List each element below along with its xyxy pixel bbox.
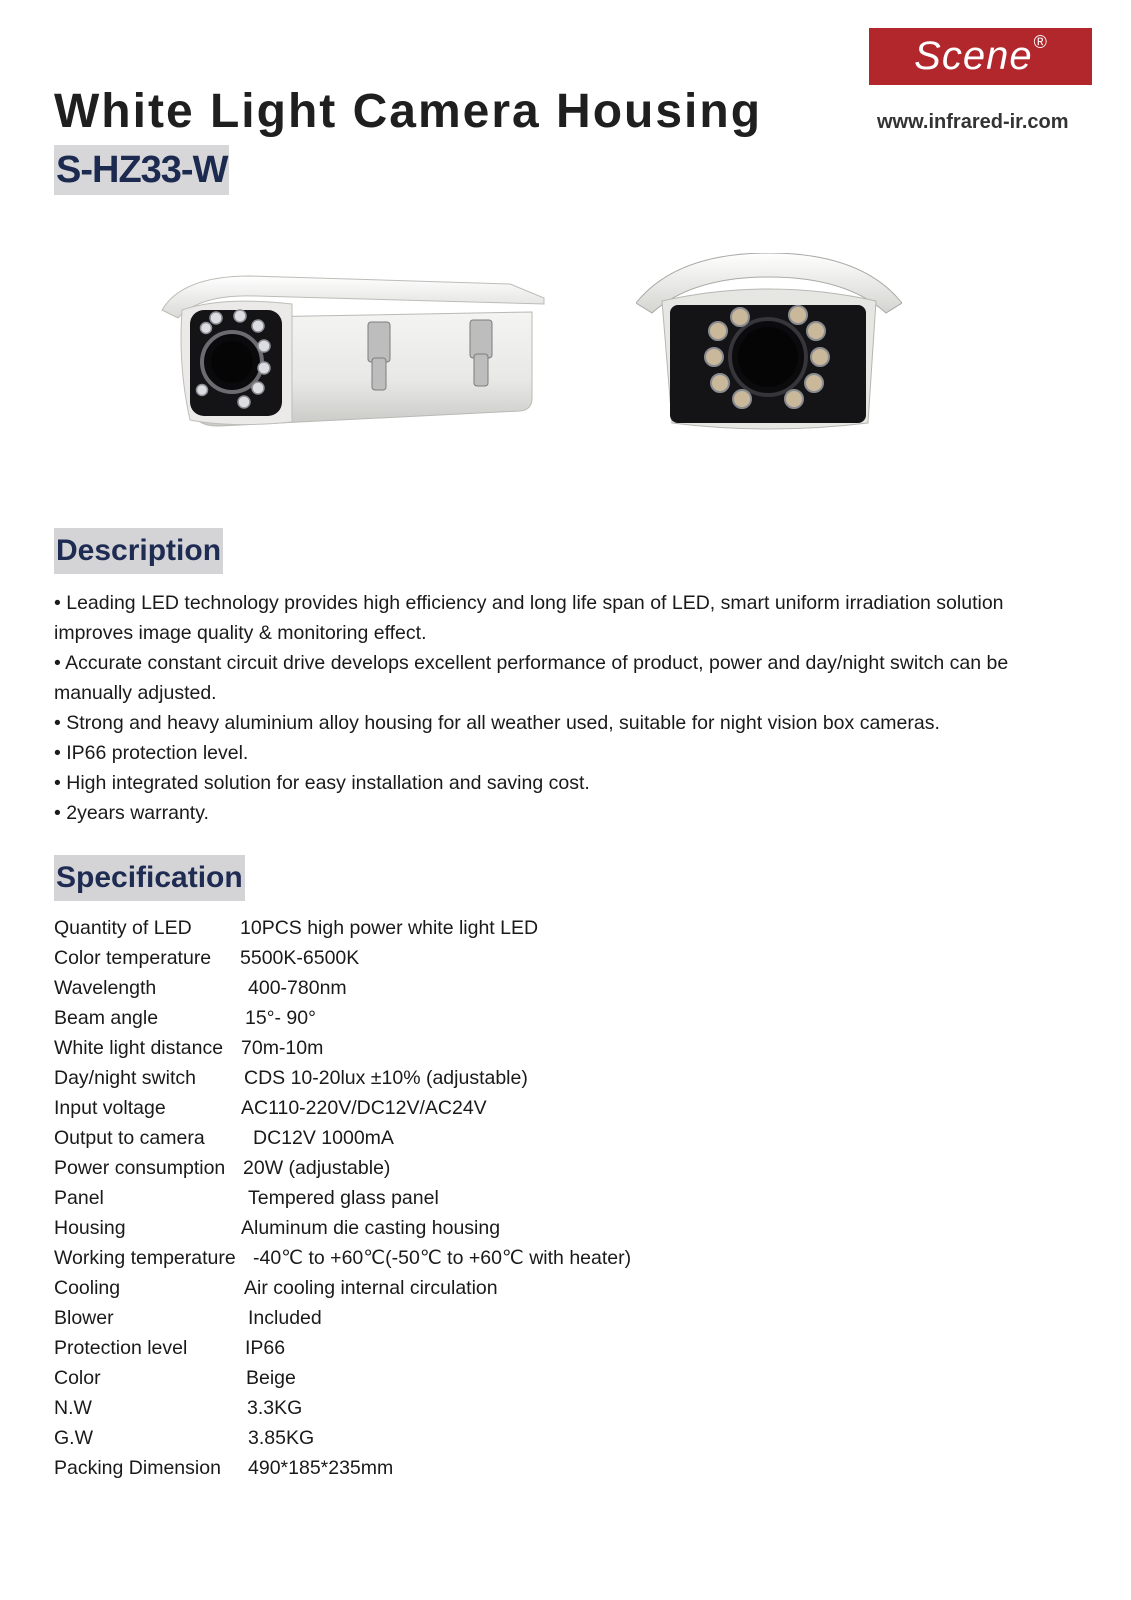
spec-value: 400-780nm (248, 977, 347, 999)
brand-name: Scene (914, 34, 1033, 78)
spec-key: Beam angle (54, 1007, 159, 1029)
spec-value: Beige (246, 1367, 296, 1389)
description-item: • IP66 protection level. (54, 742, 249, 764)
spec-value: 5500K-6500K (240, 947, 360, 969)
spec-value: 3.3KG (247, 1397, 303, 1419)
description-list (54, 588, 1064, 828)
spec-key: Working temperature (54, 1247, 236, 1269)
spec-value: 10PCS high power white light LED (240, 917, 539, 939)
spec-key: Power consumption (54, 1157, 226, 1179)
spec-key: N.W (54, 1397, 92, 1419)
spec-value: Tempered glass panel (248, 1187, 439, 1209)
model-number: S-HZ33-W (54, 145, 229, 195)
spec-value: 490*185*235mm (248, 1457, 394, 1479)
product-photo-side-view (160, 270, 560, 440)
specification-heading: Specification (54, 855, 245, 901)
description-item: • High integrated solution for easy installation and saving cost. (54, 772, 590, 794)
spec-key: Panel (54, 1187, 104, 1209)
spec-key: Blower (54, 1307, 114, 1329)
spec-value: AC110-220V/DC12V/AC24V (241, 1097, 487, 1119)
spec-value: Air cooling internal circulation (244, 1277, 498, 1299)
spec-key: Wavelength (54, 977, 157, 999)
spec-value: Aluminum die casting housing (241, 1217, 501, 1239)
registered-mark: ® (1033, 32, 1047, 52)
spec-value: IP66 (245, 1337, 286, 1359)
description-item: • Strong and heavy aluminium alloy housing for all weather used, suitable for night vision box cameras. (54, 712, 940, 734)
brand-logo (869, 28, 1092, 85)
spec-key: Day/night switch (54, 1067, 196, 1089)
product-photo-front-view (636, 253, 902, 435)
spec-value: 3.85KG (248, 1427, 315, 1449)
spec-value: CDS 10-20lux ±10% (adjustable) (244, 1067, 528, 1089)
spec-key: White light distance (54, 1037, 224, 1059)
spec-value: -40℃ to +60℃(-50℃ to +60℃ with heater) (253, 1247, 632, 1269)
description-item: • 2years warranty. (54, 802, 209, 824)
spec-key: Color (54, 1367, 101, 1389)
spec-key: Cooling (54, 1277, 121, 1299)
spec-value: 70m-10m (241, 1037, 324, 1059)
spec-value: DC12V 1000mA (253, 1127, 394, 1149)
description-item: • Accurate constant circuit drive develops excellent performance of product, power and day/night switch can be manually adjusted. (54, 652, 1009, 704)
spec-value: 15°- 90° (245, 1007, 316, 1029)
spec-value: Included (248, 1307, 322, 1329)
spec-key: Housing (54, 1217, 126, 1239)
spec-key: Packing Dimension (54, 1457, 221, 1479)
spec-key: Output to camera (54, 1127, 205, 1149)
description-heading: Description (54, 528, 223, 574)
description-item: • Leading LED technology provides high efficiency and long life span of LED, smart uniform irradiation solution improves image quality & monitoring effect. (54, 592, 1004, 644)
spec-key: Quantity of LED (54, 917, 192, 939)
spec-key: G.W (54, 1427, 93, 1449)
page-title: White Light Camera Housing (54, 85, 763, 138)
spec-key: Color temperature (54, 947, 212, 969)
spec-key: Input voltage (54, 1097, 166, 1119)
website-url: www.infrared-ir.com (877, 111, 1069, 133)
spec-key: Protection level (54, 1337, 188, 1359)
spec-value: 20W (adjustable) (243, 1157, 391, 1179)
